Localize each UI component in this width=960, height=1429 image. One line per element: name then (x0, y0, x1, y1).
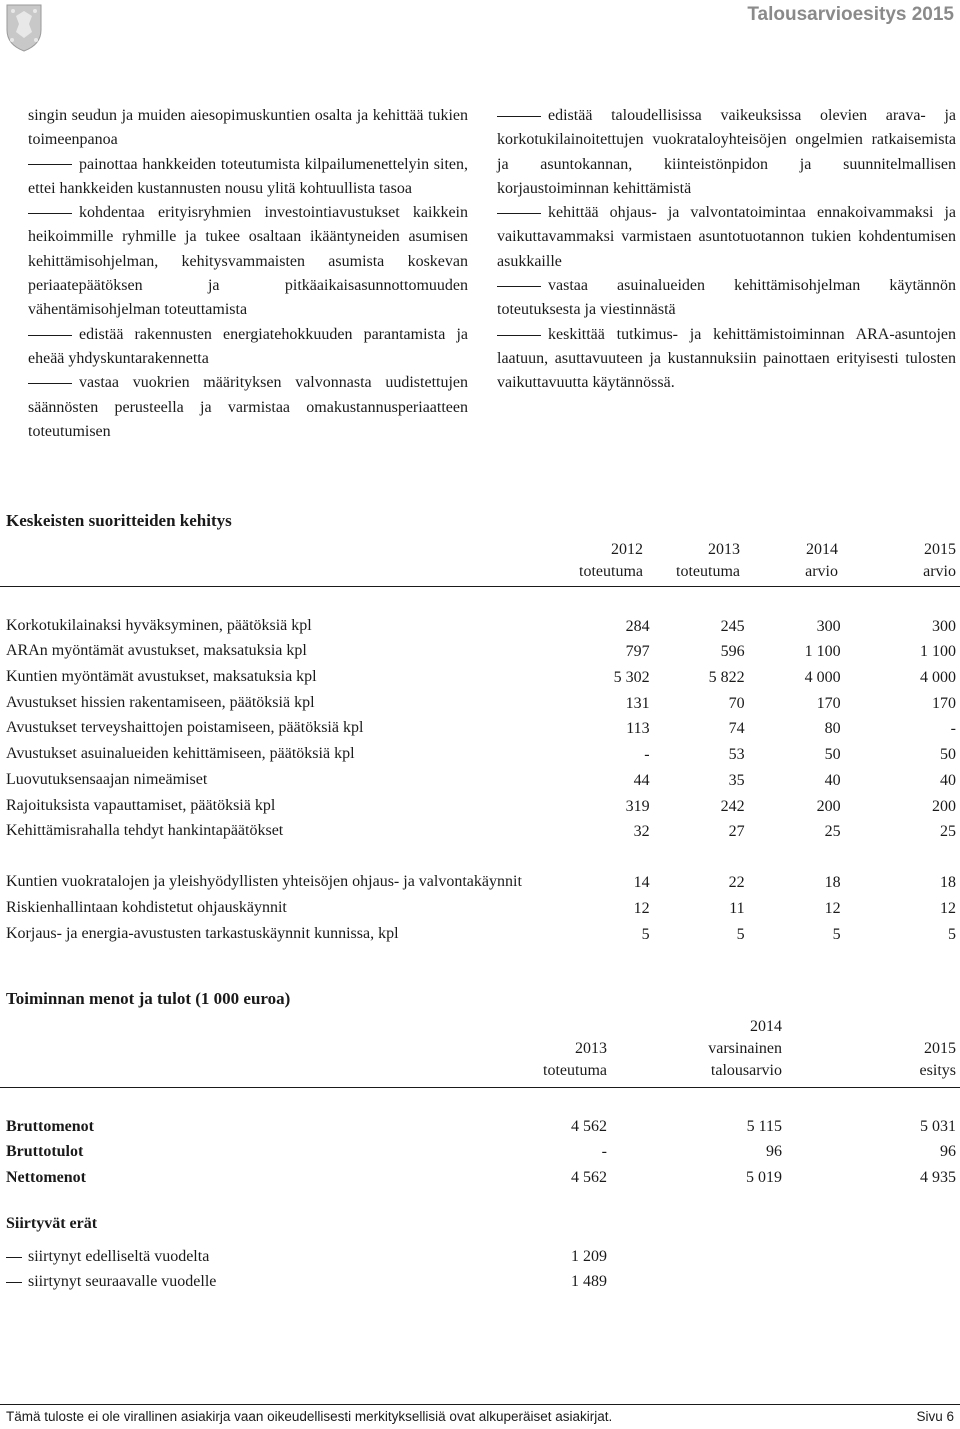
bullet-item (497, 201, 956, 274)
row-value: 22 (728, 874, 745, 892)
bullet-text: painottaa hankkeiden toteutumista kilpailumenettelyin siten, ettei hankkeiden kustannusten nousu ylitä kohtuullista tasoa (28, 155, 468, 197)
row-label-cell (6, 1240, 486, 1266)
row-value: 25 (940, 823, 956, 841)
row-value: 53 (728, 746, 745, 764)
row-value: 797 (625, 643, 650, 661)
table-row (6, 1110, 956, 1136)
dash-bullet-icon (497, 335, 541, 336)
row-value: 5 (641, 925, 650, 943)
row-value: 300 (932, 617, 956, 635)
row-value: 25 (824, 823, 841, 841)
row-value: 12 (633, 899, 650, 917)
row-value: - (644, 746, 650, 764)
bullet-item (28, 153, 468, 202)
dash-bullet-icon (28, 164, 72, 165)
row-value: 5 822 (708, 669, 745, 687)
coat-of-arms-logo (4, 2, 44, 52)
row-value: 113 (626, 720, 650, 738)
row-label-cell (6, 1266, 486, 1292)
perf-col-label: arvio (923, 563, 956, 580)
row-label: Riskienhallintaan kohdistetut ohjauskäynnit (6, 898, 287, 916)
row-label: Rajoituksista vapauttamiset, päätöksiä kpl (6, 796, 276, 814)
row-label: Kuntien vuokratalojen ja yleishyödyllisten yhteisöjen ohjaus- ja valvontakäynnit (6, 873, 522, 891)
document-title: Talousarvioesitys 2015 (747, 4, 954, 25)
bullet-item (497, 104, 956, 201)
perf-col-year: 2012 (611, 541, 643, 558)
perf-col-label: arvio (805, 563, 838, 580)
perf-col-label: toteutuma (579, 563, 643, 580)
perf-col-year: 2013 (708, 541, 740, 558)
dash-bullet-icon (28, 383, 72, 384)
performance-header-table (6, 537, 956, 581)
row-value: 170 (932, 694, 956, 712)
page-number: Sivu 6 (916, 1409, 954, 1424)
row-value: 1 100 (804, 643, 841, 661)
dash-bullet-icon (28, 335, 72, 336)
row-value: 5 302 (613, 669, 650, 687)
row-value: 32 (633, 823, 650, 841)
table-row (6, 790, 956, 816)
row-label: Avustukset asuinalueiden kehittämiseen, päätöksiä kpl (6, 745, 355, 763)
row-value: 12 (940, 899, 956, 917)
bullet-text: edistää taloudellisissa vaikeuksissa olevien arava- ja korkotukilainoitettujen vuokrataloyhteisöjen ongelmien ratkaisemista ja asuntokannan, kiinteistönpidon ja suunnitelmallisen korjaustoiminnan kehittämistä (497, 107, 956, 197)
row-value: 70 (728, 694, 745, 712)
row-value: 11 (729, 899, 745, 917)
footer-disclaimer: Tämä tuloste ei ole virallinen asiakirja vaan oikeudellisesti merkityksellisiä ovat alkuperäiset asiakirjat. (6, 1409, 613, 1424)
table-row (6, 687, 956, 713)
perf-col-year: 2014 (806, 541, 838, 558)
table-row (6, 1266, 607, 1292)
bullet-text: vastaa asuinalueiden kehittämisohjelman käytännön toteutuksesta ja viestinnästä (497, 277, 956, 319)
table-row (6, 636, 956, 662)
bullet-item (497, 323, 956, 396)
row-value: 40 (824, 771, 841, 789)
table-row (6, 1136, 956, 1162)
fin-col-line1 (782, 1014, 956, 1036)
row-value: 50 (940, 746, 956, 764)
fin-col-line3: talousarvio (710, 1062, 782, 1079)
table-row (6, 713, 956, 739)
row-label: Avustukset hissien rakentamiseen, päätöksiä kpl (6, 693, 315, 711)
carryover-title: Siirtyvät erät (6, 1215, 98, 1232)
row-value: 4 935 (920, 1169, 956, 1187)
row-value: 200 (816, 797, 841, 815)
right-text-column (497, 104, 956, 396)
bullet-text: vastaa vuokrien määrityksen valvonnasta uudistettujen säännösten perusteella ja varmistaa omakustannusperiaatteen toteutumisen (28, 374, 468, 440)
bullet-item (28, 201, 468, 322)
carryover-table (6, 1240, 607, 1291)
dash-bullet-icon (497, 286, 541, 287)
row-value: 18 (940, 874, 956, 892)
table-row (6, 918, 956, 944)
row-value: 4 562 (571, 1169, 607, 1187)
performance-table (6, 610, 956, 944)
fin-col-line2: varsinainen (708, 1040, 782, 1057)
finance-table (6, 1110, 956, 1187)
row-value: 50 (824, 746, 841, 764)
row-value: 5 (832, 925, 841, 943)
row-label: ARAn myöntämät avustukset, maksatuksia kpl (6, 642, 307, 660)
row-value: 40 (940, 771, 956, 789)
performance-header-rule (0, 586, 960, 587)
row-value: 5 115 (746, 1117, 782, 1135)
table-row (6, 610, 956, 636)
row-value: 319 (625, 797, 650, 815)
row-value: 300 (816, 617, 841, 635)
row-label: siirtynyt seuraavalle vuodelle (28, 1273, 217, 1291)
fin-col-line2: 2015 (924, 1040, 956, 1057)
bullet-item (497, 274, 956, 323)
fin-col-line1: 2014 (750, 1018, 782, 1035)
table-row (6, 764, 956, 790)
row-label: Korkotukilainaksi hyväksyminen, päätöksiä kpl (6, 616, 312, 634)
left-text-column (28, 104, 468, 444)
row-value: 96 (940, 1143, 956, 1161)
row-value: 596 (720, 643, 745, 661)
table-row (6, 1161, 956, 1187)
row-label: Nettomenot (6, 1169, 86, 1187)
row-value: - (601, 1143, 607, 1161)
table-row (6, 738, 956, 764)
performance-section-title: Keskeisten suoritteiden kehitys (6, 511, 232, 530)
perf-col-label: toteutuma (676, 563, 740, 580)
row-value: 245 (720, 617, 745, 635)
row-label: Luovutuksensaajan nimeämiset (6, 770, 208, 788)
row-value: - (950, 720, 956, 738)
row-value: 35 (728, 771, 745, 789)
bullet-text: edistää rakennusten energiatehokkuuden parantamista ja eheää yhdyskuntarakennetta (28, 325, 468, 367)
finance-section-title: Toiminnan menot ja tulot (1 000 euroa) (6, 989, 291, 1008)
fin-col-line3: esitys (919, 1062, 956, 1079)
row-value: 18 (824, 874, 841, 892)
table-row (6, 892, 956, 918)
row-value: 5 019 (746, 1169, 782, 1187)
row-value: 44 (633, 771, 650, 789)
row-value: 1 209 (571, 1247, 607, 1265)
row-label: siirtynyt edelliseltä vuodelta (28, 1247, 210, 1265)
row-value: 5 031 (920, 1117, 956, 1135)
row-label: Kuntien myöntämät avustukset, maksatuksia kpl (6, 668, 317, 686)
bullet-text: kohdentaa erityisryhmien investointiavustukset kaikkein heikoimmille ryhmille ja tukee osaltaan ikääntyneiden asumisen kehittämisohjelman, kehitysvammaisten asumista koskevan periaatepäätöksen ja pitkäaikaisasunnottomuuden vähentämisohjelman toteuttamista (28, 204, 468, 319)
bullet-item (28, 323, 468, 372)
row-value: 12 (824, 899, 841, 917)
row-value: 74 (728, 720, 745, 738)
dash-bullet-icon (6, 1282, 22, 1283)
fin-col-line1 (486, 1014, 607, 1036)
footer-rule (0, 1404, 960, 1405)
table-row (6, 661, 956, 687)
row-value: 5 (736, 925, 745, 943)
bullet-text: singin seudun ja muiden aiesopimuskuntien osalta ja kehittää tukien toimeenpanoa (28, 107, 468, 149)
row-label: Korjaus- ja energia-avustusten tarkastuskäynnit kunnissa, kpl (6, 924, 399, 942)
dash-bullet-icon (497, 213, 541, 214)
row-value: 4 562 (571, 1117, 607, 1135)
row-value: 4 000 (804, 669, 841, 687)
row-value: 170 (816, 694, 841, 712)
bullet-text: kehittää ohjaus- ja valvontatoimintaa ennakoivammaksi ja vaikuttavammaksi varmistaen asuntotuotannon tukien kohdentumisen asukkaille (497, 204, 956, 270)
row-value: 242 (720, 797, 745, 815)
row-value: 4 000 (920, 669, 956, 687)
bullet-item (28, 371, 468, 444)
dash-bullet-icon (497, 116, 541, 117)
table-row (6, 816, 956, 842)
row-value: 200 (932, 797, 956, 815)
dash-bullet-icon (28, 213, 72, 214)
bullet-item (28, 104, 468, 153)
row-value: 1 489 (571, 1273, 607, 1291)
row-label: Bruttotulot (6, 1143, 84, 1161)
row-value: 96 (766, 1143, 782, 1161)
table-row (6, 841, 956, 892)
row-label: Bruttomenot (6, 1117, 94, 1135)
row-value: 131 (625, 694, 650, 712)
row-value: 284 (625, 617, 650, 635)
row-value: 80 (824, 720, 841, 738)
dash-bullet-icon (6, 1257, 22, 1258)
row-label: Avustukset terveyshaittojen poistamiseen, päätöksiä kpl (6, 719, 364, 737)
finance-header-table (6, 1014, 956, 1080)
row-value: 27 (728, 823, 745, 841)
row-value: 14 (633, 874, 650, 892)
fin-col-line2: 2013 (575, 1040, 607, 1057)
perf-col-year: 2015 (924, 541, 956, 558)
table-row (6, 1240, 607, 1266)
finance-header-rule (0, 1087, 960, 1088)
fin-col-line3: toteutuma (543, 1062, 607, 1079)
row-value: 5 (948, 925, 956, 943)
row-label: Kehittämisrahalla tehdyt hankintapäätökset (6, 822, 284, 840)
bullet-text: keskittää tutkimus- ja kehittämistoiminnan ARA-asuntojen laatuun, asuttavuuteen ja kustannuksiin painottaen erityisesti tulosten vaikuttavuutta käytännössä. (497, 325, 956, 392)
row-value: 1 100 (920, 643, 956, 661)
